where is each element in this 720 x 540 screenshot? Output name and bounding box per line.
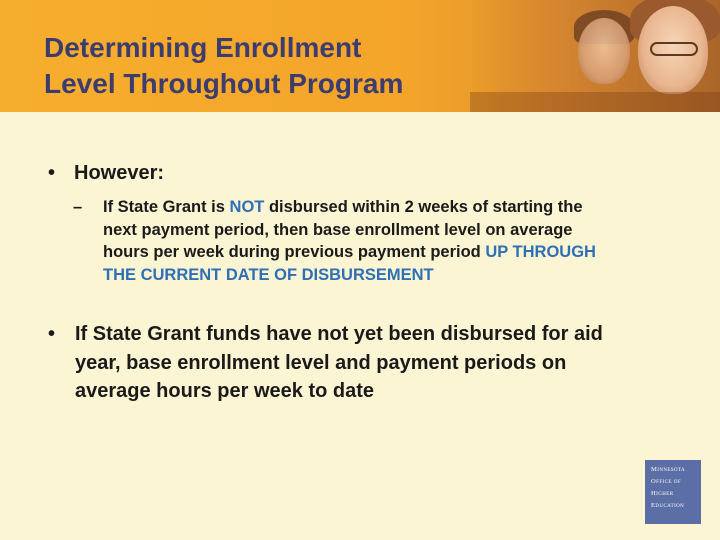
children-photo	[470, 0, 720, 112]
logo-line-1: Minnesota	[651, 466, 686, 473]
photo-face-left	[578, 18, 630, 84]
sub-bullet-text	[103, 196, 613, 286]
bullet-marker: •	[48, 323, 56, 345]
highlight-current-date: UP THROUGH THE CURRENT DATE OF DISBURSEMENT	[103, 243, 596, 284]
logo-line-2: Office of	[651, 478, 682, 485]
bullet-however-text: However:	[74, 162, 165, 184]
bullet-funds-not-disbursed	[48, 320, 608, 406]
title-line-2: Level Throughout Program	[44, 68, 404, 99]
bullet-marker: •	[48, 162, 56, 184]
slide-title	[44, 30, 403, 102]
ohe-logo	[645, 460, 701, 524]
highlight-not: NOT	[229, 198, 265, 216]
sub-bullet-not-disbursed	[73, 196, 613, 286]
bullet-however	[48, 162, 164, 185]
sub-text-before: If State Grant is	[103, 198, 230, 216]
bullet-funds-text: If State Grant funds have not yet been disbursed for aid year, base enrollment level and payment periods on average hours per week to date	[75, 323, 603, 402]
sub-bullet-marker: –	[73, 198, 83, 216]
logo-line-4: Education	[651, 502, 685, 509]
logo-line-3: Higher	[651, 490, 674, 497]
header-banner	[0, 0, 720, 112]
photo-window-ledge	[470, 92, 720, 112]
title-line-1: Determining Enrollment	[44, 32, 362, 63]
photo-glasses	[650, 42, 698, 56]
sub-text-middle: disbursed within 2 weeks of starting the next payment period, then base enrollment level on average hours per week during previous payment period	[103, 198, 583, 261]
